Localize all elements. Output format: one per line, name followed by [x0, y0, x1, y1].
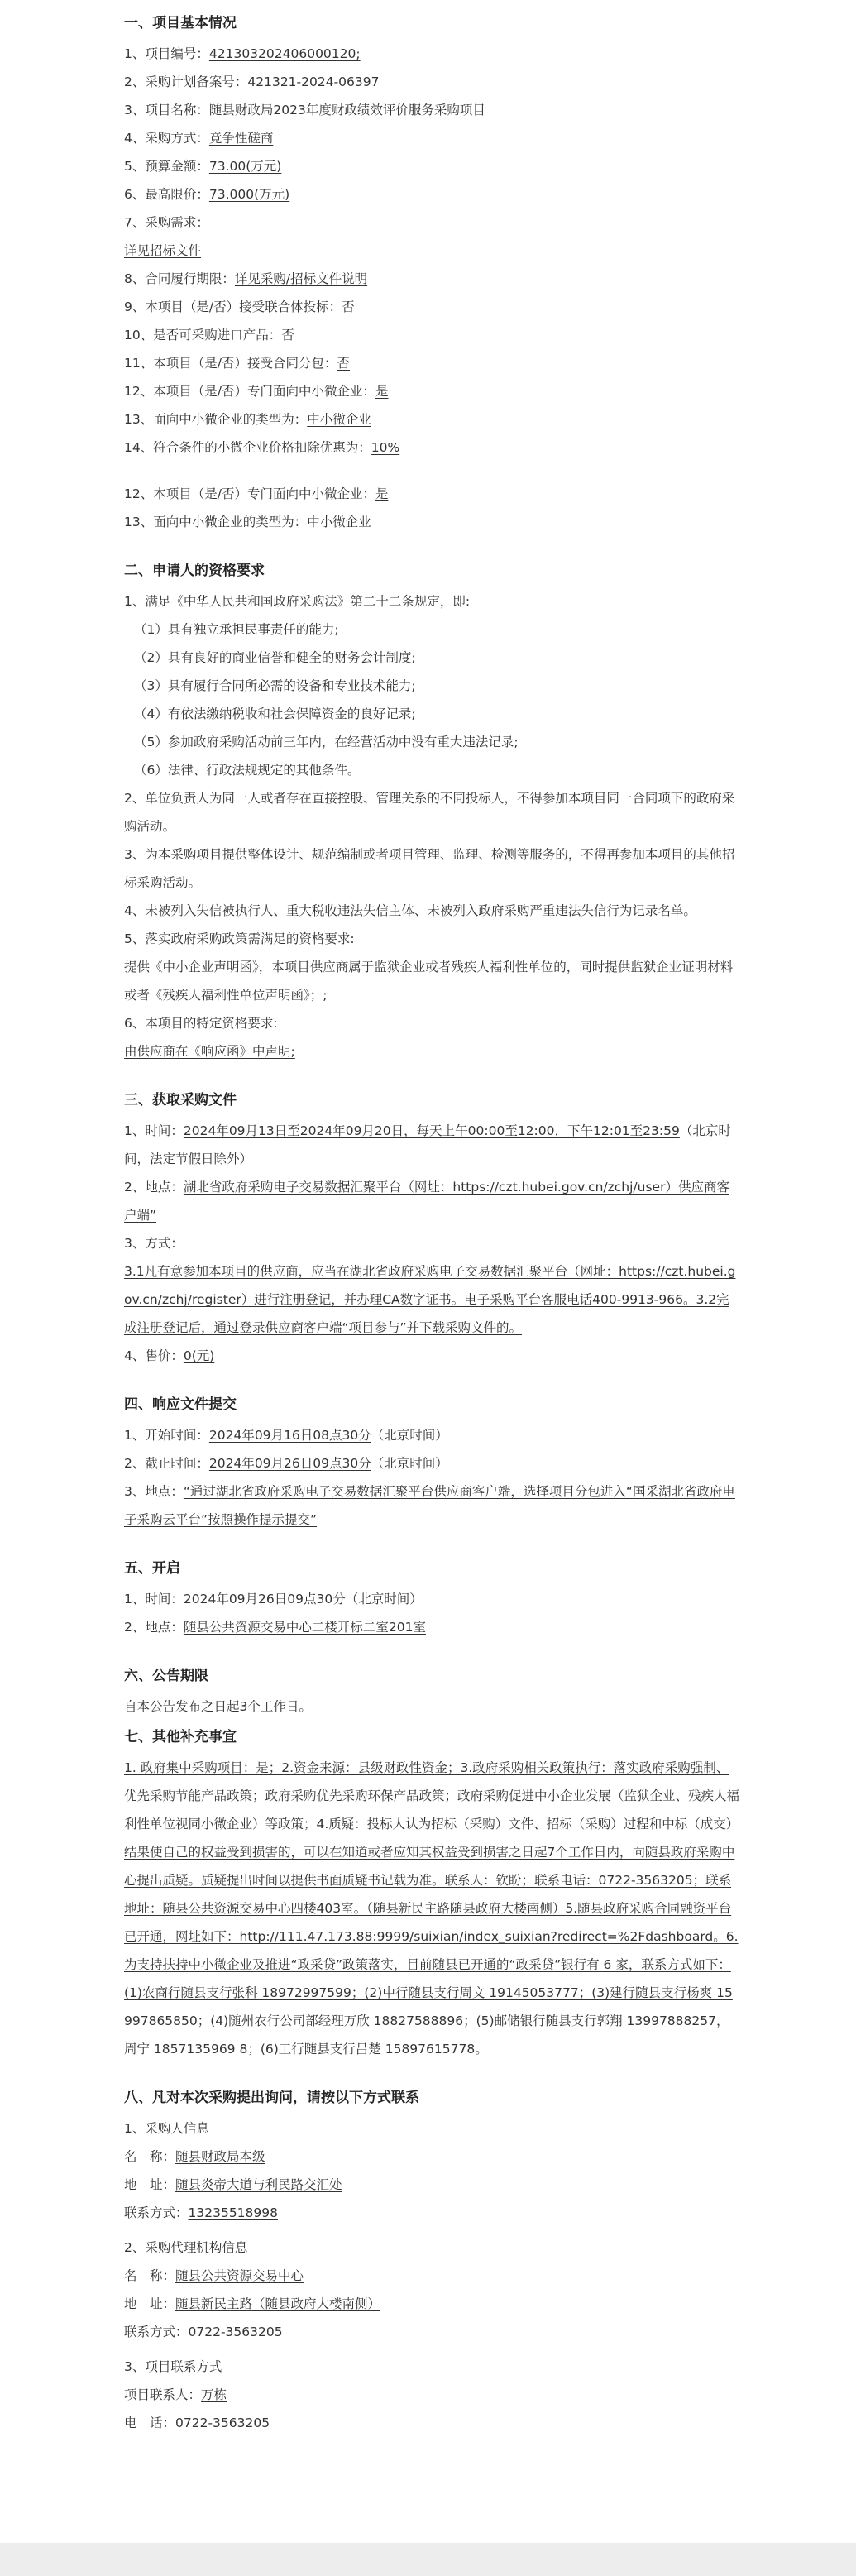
purchaser-name — [124, 2143, 740, 2171]
section2-heading: 二、申请人的资格要求 — [124, 563, 265, 579]
section1-item — [124, 433, 740, 462]
project-contact-phone — [124, 2409, 740, 2437]
addr-value: 随县炎帝大道与利民路交汇处 — [175, 2177, 342, 2192]
section1-item — [124, 480, 740, 508]
addr-label: 2、地点： — [124, 1180, 184, 1195]
qualification-p2: 2、单位负责人为同一人或者存在直接控股、管理关系的不同投标人，不得参加本项目同一合同项下的政府采购活动。 — [124, 791, 735, 834]
condition-item: （3）具有履行合同所必需的设备和专业技术能力; — [134, 678, 416, 693]
addr-label: 3、地点： — [124, 1484, 184, 1499]
item-label: 13、面向中小微企业的类型为： — [124, 515, 308, 529]
name-label: 名 称： — [124, 2268, 176, 2283]
acquire-time — [124, 1117, 740, 1173]
submit-address — [124, 1477, 740, 1534]
item-label: 1、项目编号： — [124, 46, 209, 61]
item-label: 6、最高限价： — [124, 187, 209, 202]
item-label: 12、本项目（是/否）专门面向中小微企业： — [124, 384, 375, 399]
item-value: 421303202406000120; — [208, 46, 361, 61]
section6-heading: 六、公告期限 — [124, 1668, 208, 1684]
item-label: 5、预算金额： — [124, 159, 209, 174]
addr-value: 随县新民主路（随县政府大楼南侧） — [175, 2296, 381, 2311]
condition-item: （1）具有独立承担民事责任的能力; — [134, 622, 339, 637]
spacer — [124, 536, 740, 554]
person-label: 项目联系人： — [124, 2387, 202, 2402]
item-label: 12、本项目（是/否）专门面向中小微企业： — [124, 486, 375, 501]
addr-value: 随县公共资源交易中心二楼开标二室201室 — [183, 1620, 426, 1635]
section8-heading: 八、凡对本次采购提出询问，请按以下方式联系 — [124, 2090, 419, 2106]
item-value: 是 — [375, 486, 389, 501]
condition-item: （2）具有良好的商业信誉和健全的财务会计制度; — [134, 650, 416, 665]
purchaser-contact — [124, 2199, 740, 2227]
agency-name — [124, 2262, 740, 2290]
section1-item — [124, 321, 740, 349]
section7-heading: 七、其他补充事宜 — [124, 1729, 237, 1745]
opening-address — [124, 1613, 740, 1641]
item-value: 详见采购/招标文件说明 — [234, 271, 368, 286]
procurement-requirement — [124, 237, 740, 265]
name-value: 随县财政局本级 — [175, 2149, 265, 2164]
spacer — [124, 1534, 740, 1552]
item-value: 否 — [281, 328, 294, 342]
section1-items — [124, 40, 740, 536]
purchaser-title: 1、采购人信息 — [124, 2121, 209, 2136]
acquire-method-label: 3、方式： — [124, 1236, 184, 1251]
price-label: 4、售价： — [124, 1348, 184, 1363]
section4-heading: 四、响应文件提交 — [124, 1396, 237, 1413]
item-label: 13、面向中小微企业的类型为： — [124, 412, 308, 427]
addr-value: 湖北省政府采购电子交易数据汇聚平台（网址：https://czt.hubei.gov.cn/zchj/user）供应商客户端” — [124, 1180, 729, 1223]
project-contact-title: 3、项目联系方式 — [124, 2359, 222, 2374]
item-value: 10% — [371, 440, 400, 455]
condition-item: （4）有依法缴纳税收和社会保障资金的良好记录; — [134, 706, 416, 721]
section1-heading: 一、项目基本情况 — [124, 15, 237, 31]
section1-item — [124, 180, 740, 208]
time-note: （北京时间） — [345, 1592, 423, 1606]
contact-value: 0722-3563205 — [188, 2325, 283, 2339]
item-label: 8、合同履行期限： — [124, 271, 235, 286]
item-value: 否 — [337, 356, 350, 371]
section1-item — [124, 68, 740, 96]
spacer — [124, 2227, 740, 2234]
section5-heading: 五、开启 — [124, 1560, 180, 1577]
item-label: 10、是否可采购进口产品： — [124, 328, 282, 342]
spacer — [124, 1065, 740, 1084]
item-value: 421321-2024-06397 — [247, 74, 380, 89]
supplementary-text: 1. 政府集中采购项目：是；2.资金来源：县级财政性资金；3.政府采购相关政策执行：落实政府采购强制、优先采购节能产品政策；政府采购优先采购环保产品政策；政府采购促进中小企业发展（监狱企业、残疾人福利性单位视同小微企业）等政策；4.质疑：投标人认为招标（采购）文件、招标（采购）过程和中标（成交）结果使自己的权益受到损害的，可以在知道或者应知其权益受到损害之日起7个工作日内，向随县政府采购中心提出质疑。质疑提出时间以提供书面质疑书记载为准。联系人：钦盼；联系电话：0722-3563205；联系地址：随县公共资源交易中心四楼403室。（随县新民主路随县政府大楼南侧）5.随县政府采购合同融资平台已开通，网址如下：http://111.47.173.88:9999/suixian/index_suixian?redirect=%2Fdashboard。6. 为支持扶持中小微企业及推进“政采贷”政策落实，目前随县已开通的“政采贷”银行有 6 家，联系方式如下：(1)农商行随县支行张科 18972997599；(2)中行随县支行周文 19145053777；(3)建行随县支行杨爽 15997865850；(4)随州农行公司部经理万欣 18827588896；(5)邮储银行随县支行郭翔 13997888257，周宁 1857135969 8；(6)工行随县支行吕楚 15897615778。 — [124, 1760, 740, 2056]
phone-label: 电 话： — [124, 2416, 176, 2430]
section1-item — [124, 152, 740, 180]
spacer — [124, 2346, 740, 2353]
time-label: 1、时间： — [124, 1123, 184, 1138]
section1-item — [124, 293, 740, 321]
item-value: 否 — [342, 299, 355, 314]
acquire-method-value: 3.1凡有意参加本项目的供应商，应当在湖北省政府采购电子交易数据汇聚平台（网址：https://czt.hubei.gov.cn/zchj/register）进行注册登记，并办理CA数字证书。电子采购平台客服电话400-9913-966。3.2完成注册登记后，通过登录供应商客户端“项目参与”并下载采购文件的。 — [124, 1264, 736, 1335]
time-note: （北京时间，法定节假日除外） — [124, 1123, 731, 1166]
item-label: 9、本项目（是/否）接受联合体投标： — [124, 299, 342, 314]
acquire-address — [124, 1173, 740, 1229]
item-label: 3、项目名称： — [124, 103, 209, 117]
end-label: 2、截止时间： — [124, 1456, 209, 1471]
spacer — [124, 2063, 740, 2081]
start-label: 1、开始时间： — [124, 1428, 209, 1443]
qualification-p4: 4、未被列入失信被执行人、重大税收违法失信主体、未被列入政府采购严重违法失信行为记录名单。 — [124, 903, 696, 918]
addr-label: 2、地点： — [124, 1620, 184, 1635]
contact-label: 联系方式： — [124, 2325, 189, 2339]
item-label: 4、采购方式： — [124, 131, 209, 146]
item-label: 7、采购需求： — [124, 215, 209, 230]
announcement-period: 自本公告发布之日起3个工作日。 — [124, 1699, 312, 1714]
contact-label: 联系方式： — [124, 2205, 189, 2220]
start-note: （北京时间） — [371, 1428, 448, 1443]
special-requirement-value: 由供应商在《响应函》中声明; — [124, 1044, 295, 1059]
section1-item — [124, 96, 740, 124]
item-value: 中小微企业 — [307, 515, 371, 529]
agency-contact — [124, 2318, 740, 2346]
person-value: 万栋 — [201, 2387, 227, 2402]
condition-item: （5）参加政府采购活动前三年内，在经营活动中没有重大违法记录; — [134, 735, 519, 749]
item-label: 14、符合条件的小微企业价格扣除优惠为： — [124, 440, 371, 455]
start-value: 2024年09月16日08点30分 — [208, 1428, 371, 1443]
item-label: 2、采购计划备案号： — [124, 74, 248, 89]
submit-end — [124, 1449, 740, 1477]
section1-item — [124, 377, 740, 405]
section1-item — [124, 349, 740, 377]
announcement-content — [124, 7, 740, 2437]
requirement-value: 详见招标文件 — [124, 243, 202, 258]
phone-value: 0722-3563205 — [175, 2416, 270, 2430]
end-value: 2024年09月26日09点30分 — [208, 1456, 371, 1471]
addr-value: “通过湖北省政府采购电子交易数据汇聚平台供应商客户端，选择项目分包进入“国采湖北省政府电子采购云平台”按照操作提示提交” — [124, 1484, 735, 1527]
condition-item: （6）法律、行政法规规定的其他条件。 — [134, 763, 361, 778]
item-value: 随县财政局2023年度财政绩效评价服务采购项目 — [208, 103, 485, 117]
spacer — [124, 1370, 740, 1388]
item-value: 竞争性磋商 — [208, 131, 274, 146]
section1-item — [124, 508, 740, 536]
purchaser-address — [124, 2171, 740, 2199]
item-value: 是 — [375, 384, 389, 399]
acquire-price — [124, 1342, 740, 1370]
qualification-intro: 1、满足《中华人民共和国政府采购法》第二十二条规定，即: — [124, 594, 471, 609]
spacer — [124, 1641, 740, 1659]
agency-title: 2、采购代理机构信息 — [124, 2240, 248, 2255]
project-contact-person — [124, 2381, 740, 2409]
page-footer-band — [0, 2543, 856, 2576]
name-label: 名 称： — [124, 2149, 176, 2164]
section1-item — [124, 265, 740, 293]
addr-label: 地 址： — [124, 2177, 176, 2192]
qualification-p6-detail — [124, 1037, 740, 1065]
contact-value: 13235518998 — [188, 2205, 278, 2220]
item-value: 中小微企业 — [307, 412, 371, 427]
name-value: 随县公共资源交易中心 — [175, 2268, 304, 2283]
spacer — [124, 462, 740, 480]
item-label: 11、本项目（是/否）接受合同分包： — [124, 356, 337, 371]
time-value: 2024年09月13日至2024年09月20日，每天上午00:00至12:00，下午12:01至23:59 — [183, 1123, 680, 1138]
section1-item — [124, 40, 740, 68]
agency-address — [124, 2290, 740, 2318]
section3-heading: 三、获取采购文件 — [124, 1092, 237, 1108]
qualification-p3: 3、为本采购项目提供整体设计、规范编制或者项目管理、监理、检测等服务的，不得再参加本项目的其他招标采购活动。 — [124, 847, 735, 890]
end-note: （北京时间） — [371, 1456, 448, 1471]
qualification-p5-detail: 提供《中小企业声明函》，本项目供应商属于监狱企业或者残疾人福利性单位的，同时提供监狱企业证明材料或者《残疾人福利性单位声明函》；; — [124, 960, 734, 1003]
qualification-conditions — [124, 615, 740, 784]
section1-item — [124, 124, 740, 152]
qualification-p6: 6、本项目的特定资格要求: — [124, 1016, 278, 1031]
qualification-p5: 5、落实政府采购政策需满足的资格要求: — [124, 931, 355, 946]
item-value: 73.000(万元) — [208, 187, 290, 202]
addr-label: 地 址： — [124, 2296, 176, 2311]
section1-item — [124, 208, 740, 237]
item-value: 73.00(万元) — [208, 159, 282, 174]
opening-time — [124, 1585, 740, 1613]
section1-item — [124, 405, 740, 433]
time-value: 2024年09月26日09点30分 — [183, 1592, 346, 1606]
time-label: 1、时间： — [124, 1592, 184, 1606]
submit-start — [124, 1421, 740, 1449]
price-value: 0(元) — [183, 1348, 215, 1363]
